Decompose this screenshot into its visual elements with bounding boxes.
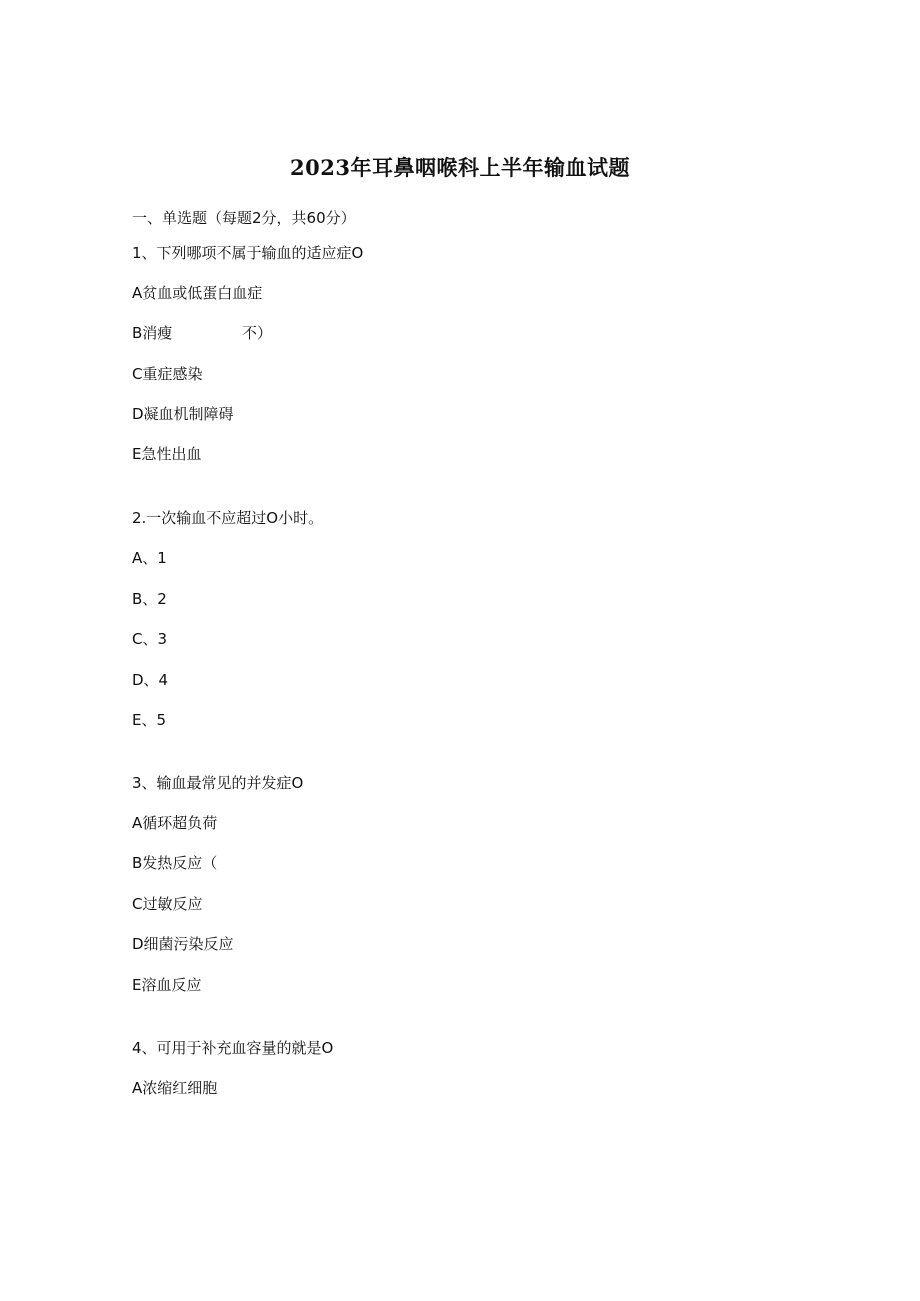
question-1-option-c: C重症感染 (132, 365, 203, 383)
question-3-option-e: E溶血反应 (132, 976, 202, 994)
question-2-stem: 2.一次输血不应超过O小时。 (132, 509, 324, 527)
question-1-option-a: A贫血或低蛋白血症 (132, 284, 263, 302)
question-2-option-d: D、4 (132, 671, 169, 689)
question-2-option-b: B、2 (132, 590, 167, 608)
question-2-option-e: E、5 (132, 711, 167, 729)
question-3-option-a: A循环超负荷 (132, 814, 218, 832)
question-4-stem: 4、可用于补充血容量的就是O (132, 1039, 334, 1057)
question-1-option-e: E急性出血 (132, 445, 202, 463)
question-3-option-d: D细菌污染反应 (132, 935, 234, 953)
question-2-option-c: C、3 (132, 630, 168, 648)
question-3-option-b: B发热反应（ (132, 854, 218, 872)
section-heading: 一、单选题（每题2分，共60分） (132, 209, 356, 227)
question-1-option-b: B消瘦 (132, 324, 173, 342)
question-4-option-a: A浓缩红细胞 (132, 1079, 218, 1097)
question-1-option-d: D凝血机制障碍 (132, 405, 234, 423)
question-1-stem: 1、下列哪项不属于输血的适应症O (132, 244, 364, 262)
question-3-option-c: C过敏反应 (132, 895, 203, 913)
document-title: 2023年耳鼻咽喉科上半年输血试题 (290, 155, 630, 180)
question-2-option-a: A、1 (132, 549, 167, 567)
question-1-stray-text: 不） (242, 324, 273, 342)
question-3-stem: 3、输血最常见的并发症O (132, 774, 304, 792)
